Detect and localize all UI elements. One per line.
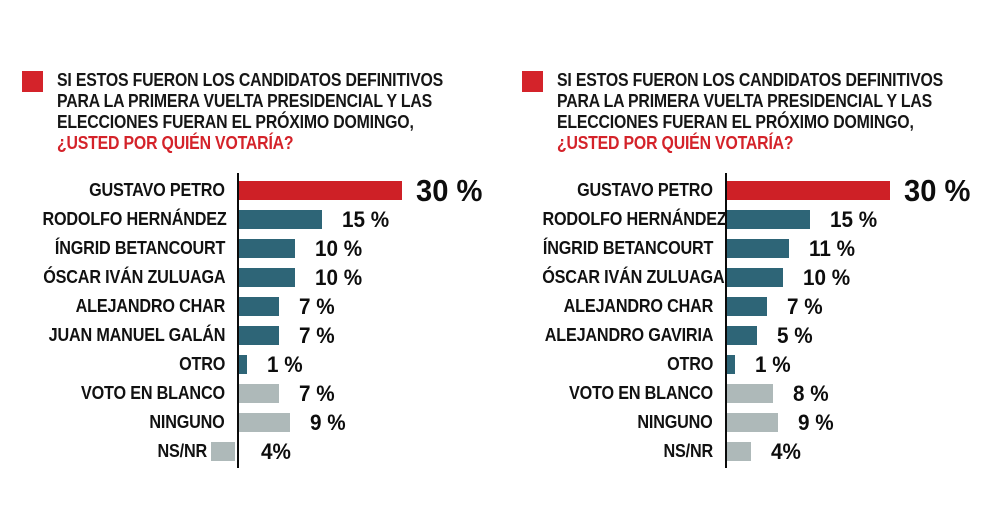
category-label: GUSTAVO PETRO [89, 180, 225, 200]
category-label: NS/NR [157, 441, 207, 461]
question-highlight: ¿USTED POR QUIÉN VOTARÍA? [57, 133, 294, 153]
value-label: 5 % [777, 322, 813, 348]
bar [727, 326, 757, 345]
bar-chart-left [22, 172, 500, 466]
bar [727, 181, 890, 200]
poll-panel-right [500, 0, 1000, 466]
category-label: NINGUNO [149, 412, 225, 432]
category-label: ÍNGRID BETANCOURT [542, 238, 713, 258]
question-header [522, 70, 1000, 154]
bar [239, 239, 295, 258]
value-label: 7 % [787, 293, 823, 319]
value-label: 4% [771, 438, 801, 464]
category-label: OTRO [178, 354, 225, 374]
category-label: ÓSCAR IVÁN ZULUAGA [42, 267, 225, 287]
category-label: ALEJANDRO CHAR [75, 296, 225, 316]
bar [239, 181, 402, 200]
category-label: ÍNGRID BETANCOURT [54, 238, 225, 258]
bar [239, 413, 290, 432]
bar-row [522, 263, 1000, 292]
category-label: ÓSCAR IVÁN ZULUAGA [542, 267, 725, 287]
bar-row [22, 292, 500, 321]
value-label: 8 % [793, 380, 829, 406]
bar [239, 384, 279, 403]
category-label: RODOLFO HERNÁNDEZ [42, 209, 227, 229]
bar [727, 384, 773, 403]
value-label: 9 % [310, 409, 346, 435]
bar [727, 442, 751, 461]
bar-row [522, 408, 1000, 437]
bar [727, 268, 783, 287]
question-text [57, 70, 496, 154]
poll-panel-left [0, 0, 500, 466]
bar-row [522, 437, 1000, 466]
category-label: RODOLFO HERNÁNDEZ [542, 209, 727, 229]
value-label: 30 % [904, 172, 971, 208]
bar-chart-right [522, 172, 1000, 466]
bar-row [22, 172, 500, 208]
bar [239, 210, 322, 229]
bar-row [522, 379, 1000, 408]
bar-row [22, 205, 500, 234]
value-label: 30 % [416, 172, 483, 208]
bar [239, 268, 295, 287]
bar-row [522, 321, 1000, 350]
bar [727, 355, 735, 374]
category-label: OTRO [666, 354, 713, 374]
bar [727, 297, 767, 316]
bar [727, 413, 778, 432]
category-label: ALEJANDRO CHAR [563, 296, 713, 316]
bar-row [22, 234, 500, 263]
question-line-3: ELECCIONES FUERAN EL PRÓXIMO DOMINGO, [57, 112, 414, 132]
value-label: 1 % [755, 351, 791, 377]
question-text [557, 70, 996, 154]
red-square-bullet [22, 71, 43, 92]
bar-row [22, 350, 500, 379]
category-label: NS/NR [663, 441, 713, 461]
bar-row [22, 263, 500, 292]
question-header [22, 70, 500, 154]
question-line-2: PARA LA PRIMERA VUELTA PRESIDENCIAL Y LAS [557, 91, 933, 111]
bar-row [522, 172, 1000, 208]
question-line-2: PARA LA PRIMERA VUELTA PRESIDENCIAL Y LAS [57, 91, 433, 111]
category-label: GUSTAVO PETRO [577, 180, 713, 200]
red-square-bullet [522, 71, 543, 92]
value-label: 15 % [830, 206, 878, 232]
value-label: 1 % [267, 351, 303, 377]
value-label: 10 % [803, 264, 851, 290]
value-label: 7 % [299, 380, 335, 406]
category-label: JUAN MANUEL GALÁN [48, 325, 225, 345]
bar-row [22, 408, 500, 437]
question-line-3: ELECCIONES FUERAN EL PRÓXIMO DOMINGO, [557, 112, 914, 132]
value-label: 7 % [299, 293, 335, 319]
value-label: 10 % [315, 235, 363, 261]
bar [211, 442, 235, 461]
bar [727, 239, 789, 258]
bar-row [22, 321, 500, 350]
bar [727, 210, 810, 229]
category-label: VOTO EN BLANCO [569, 383, 713, 403]
bar-row [22, 379, 500, 408]
question-highlight: ¿USTED POR QUIÉN VOTARÍA? [557, 133, 794, 153]
value-label: 10 % [315, 264, 363, 290]
bar [239, 326, 279, 345]
category-label: ALEJANDRO GAVIRIA [544, 325, 713, 345]
value-label: 15 % [342, 206, 390, 232]
value-label: 11 % [809, 235, 856, 261]
bar [239, 297, 279, 316]
bar-row [522, 205, 1000, 234]
bar [239, 355, 247, 374]
category-label: VOTO EN BLANCO [81, 383, 225, 403]
bar-row [522, 234, 1000, 263]
bar-row [522, 292, 1000, 321]
value-label: 7 % [299, 322, 335, 348]
category-label: NINGUNO [637, 412, 713, 432]
bar-row [522, 350, 1000, 379]
bar-row [22, 437, 500, 466]
value-label: 4% [261, 438, 291, 464]
value-label: 9 % [798, 409, 834, 435]
question-line-1: SI ESTOS FUERON LOS CANDIDATOS DEFINITIVOS [557, 70, 944, 90]
question-line-1: SI ESTOS FUERON LOS CANDIDATOS DEFINITIVOS [57, 70, 444, 90]
